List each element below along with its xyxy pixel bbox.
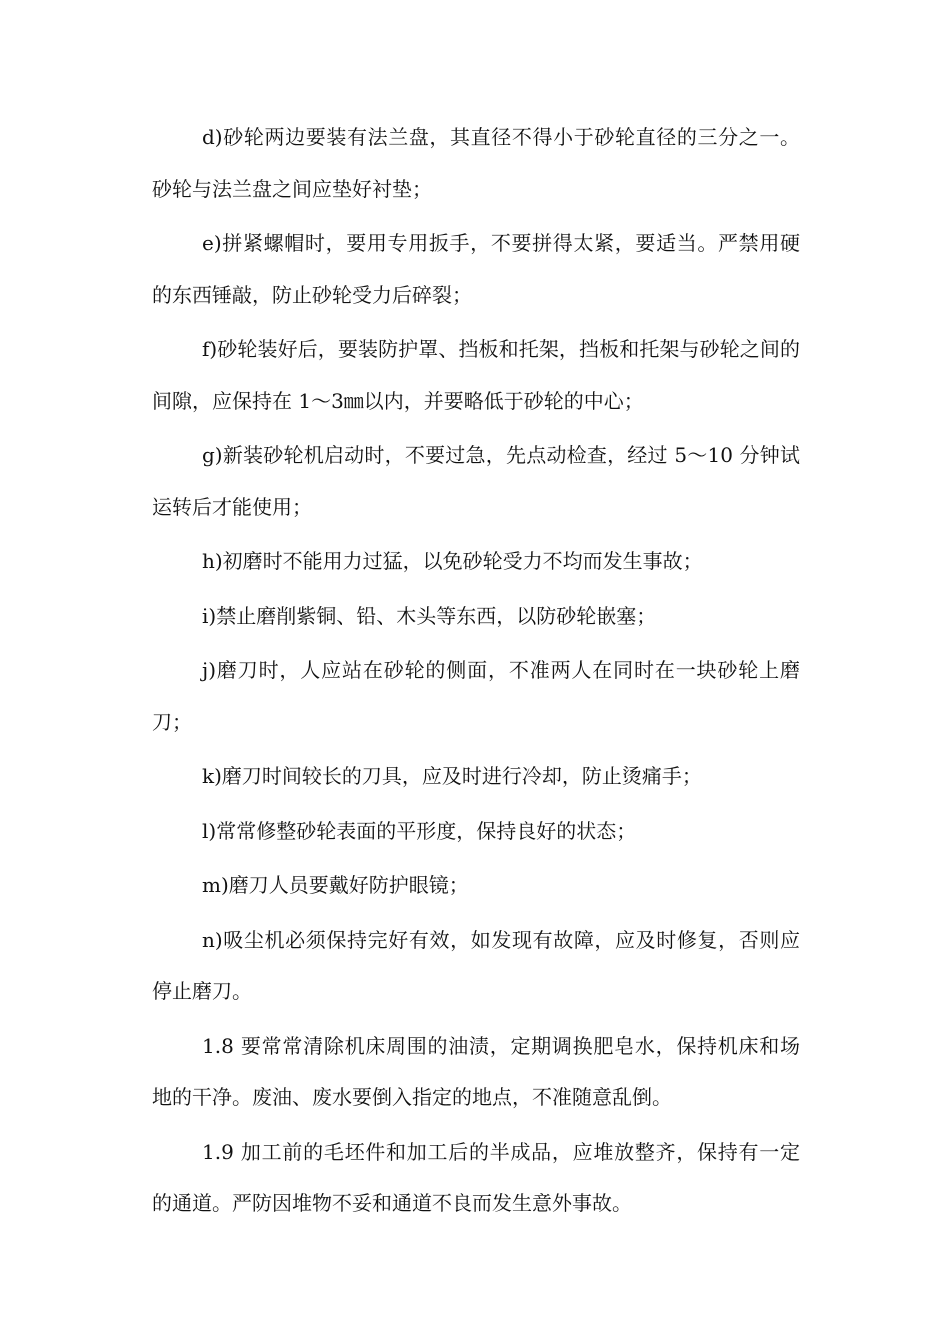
- paragraph-1-8: 1.8 要常常清除机床周围的油渍，定期调换肥皂水，保持机床和场地的干净。废油、废水要倒入指定的地点，不准随意乱倒。: [152, 1033, 800, 1109]
- paragraph-h: h)初磨时不能用力过猛，以免砂轮受力不均而发生事故；: [202, 549, 703, 573]
- paragraph-j: j)磨刀时，人应站在砂轮的侧面，不准两人在同时在一块砂轮上磨刀；: [152, 658, 800, 734]
- paragraph-k: k)磨刀时间较长的刀具，应及时进行冷却，防止烫痛手；: [202, 764, 702, 788]
- document-body: [152, 112, 800, 1233]
- paragraph-f: f)砂轮装好后，要装防护罩、挡板和托架，挡板和托架与砂轮之间的间隙，应保持在 1～3㎜以内，并要略低于砂轮的中心；: [152, 337, 800, 413]
- paragraph-n: n)吸尘机必须保持完好有效，如发现有故障，应及时修复，否则应停止磨刀。: [152, 927, 800, 1003]
- paragraph-d: d)砂轮两边要装有法兰盘，其直径不得小于砂轮直径的三分之一。砂轮与法兰盘之间应垫好衬垫；: [152, 125, 800, 201]
- paragraph-m: m)磨刀人员要戴好防护眼镜；: [202, 873, 469, 897]
- paragraph-g: g)新装砂轮机启动时，不要过急，先点动检查，经过 5～10 分钟试运转后才能使用；: [152, 443, 800, 519]
- paragraph-l: l)常常修整砂轮表面的平形度，保持良好的状态；: [202, 818, 637, 843]
- paragraph-1-9: 1.9 加工前的毛坯件和加工后的半成品，应堆放整齐，保持有一定的通道。严防因堆物不妥和通道不良而发生意外事故。: [152, 1139, 800, 1215]
- paragraph-i: i)禁止磨削紫铜、铅、木头等东西，以防砂轮嵌塞；: [202, 603, 657, 628]
- paragraph-e: e)拼紧螺帽时，要用专用扳手，不要拼得太紧，要适当。严禁用硬的东西锤敲，防止砂轮受力后碎裂；: [152, 231, 800, 307]
